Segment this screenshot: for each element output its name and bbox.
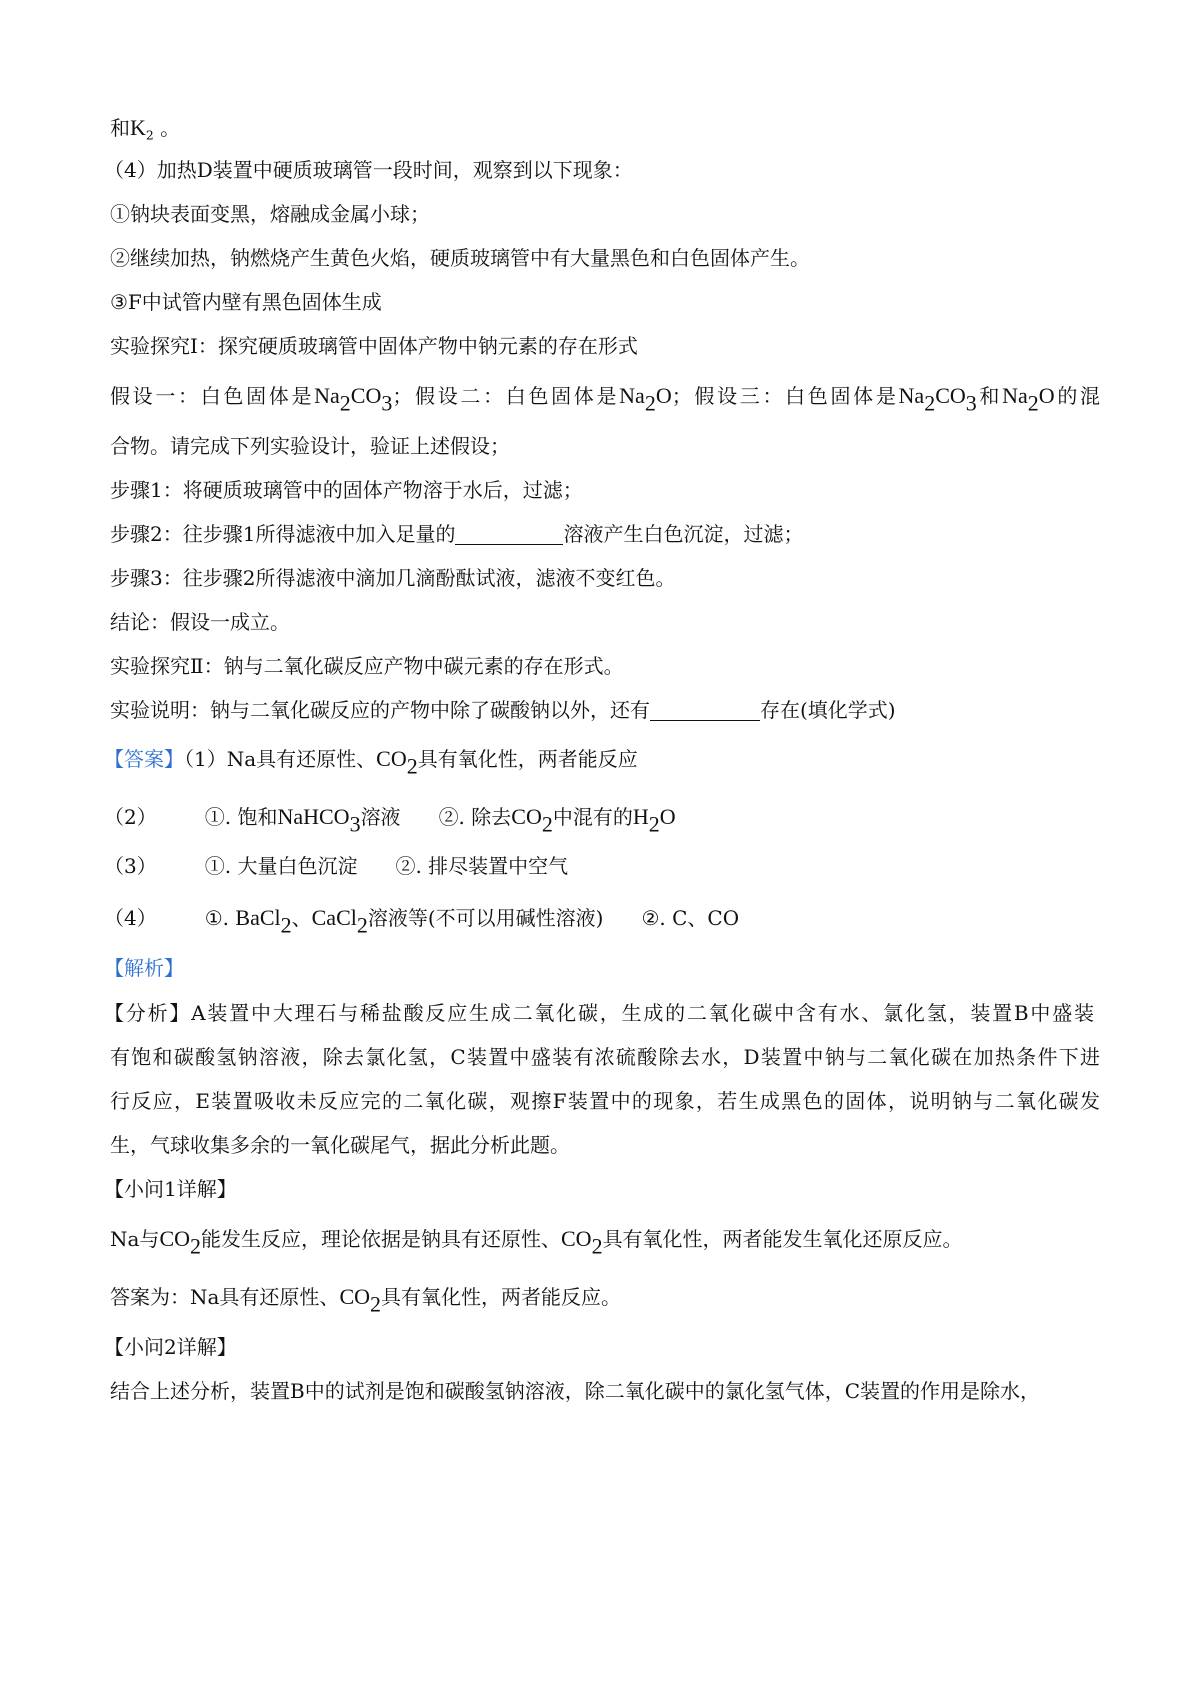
sub-question-1-answer: 答案为：Na具有还原性、$CO_2$具有氧化性，两者能反应。 <box>110 1284 621 1317</box>
step-4-heating: （4）加热D装置中硬质玻璃管一段时间，观察到以下现象： <box>104 158 633 182</box>
step-3: 步骤3：往步骤2所得滤液中滴加几滴酚酞试液，滤液不变红色。 <box>110 566 676 590</box>
observation-3: ③F中试管内壁有黑色固体生成 <box>110 290 382 314</box>
step-1: 步骤1：将硬质玻璃管中的固体产物溶于水后，过滤； <box>110 478 583 502</box>
analysis-para-line-4: 生，气球收集多余的一氧化碳尾气，据此分析此题。 <box>110 1133 570 1157</box>
observation-1: ①钠块表面变黑，熔融成金属小球； <box>110 202 430 226</box>
answer-line-2: （2） ①. 饱和NaHCO$_3$溶液 ②. 除去$CO_2$中混有的$H_2O$ <box>104 804 676 837</box>
hypotheses-continued: 合物。请完成下列实验设计，验证上述假设； <box>110 434 510 458</box>
answer-line-1: 【答案】（1）Na具有还原性、$CO_2$具有氧化性，两者能反应 <box>104 746 638 779</box>
line-k2: 和$K_2$ 。 <box>110 115 181 143</box>
analysis-para-line-1: 【分析】A装置中大理石与稀盐酸反应生成二氧化碳，生成的二氧化碳中含有水、氯化氢，装置B中盛装 <box>104 1001 1094 1025</box>
fill-blank-1 <box>455 524 563 545</box>
analysis-para-line-3: 行反应，E装置吸收未反应完的二氧化碳，观擦F装置中的现象，若生成黑色的固体，说明钠与二氧化碳发 <box>110 1089 1100 1113</box>
observation-2: ②继续加热，钠燃烧产生黄色火焰，硬质玻璃管中有大量黑色和白色固体产生。 <box>110 246 810 270</box>
step-2: 步骤2：往步骤1所得滤液中加入足量的 溶液产生白色沉淀，过滤； <box>110 522 804 546</box>
conclusion: 结论：假设一成立。 <box>110 610 290 634</box>
sub-question-2-title: 【小问2详解】 <box>104 1335 237 1359</box>
analysis-tag: 【解析】 <box>104 956 184 980</box>
answer-line-3: （3） ①. 大量白色沉淀 ②. 排尽装置中空气 <box>104 854 569 878</box>
sub-question-1-title: 【小问1详解】 <box>104 1177 237 1201</box>
answer-tag: 【答案】 <box>104 747 184 771</box>
analysis-para-line-2: 有饱和碳酸氢钠溶液，除去氯化氢，C装置中盛装有浓硫酸除去水，D装置中钠与二氧化碳在加热条件下进 <box>110 1045 1100 1069</box>
experiment-note: 实验说明：钠与二氧化碳反应的产物中除了碳酸钠以外，还有 存在(填化学式) <box>110 698 896 722</box>
answer-line-4: （4） ①. BaCl$_2$、CaCl$_2$溶液等(不可以用碱性溶液) ②. C、CO <box>104 905 740 938</box>
hypotheses-line: 假设一：白色固体是$Na_2CO_3$；假设二：白色固体是$Na_2O$；假设三：白色固体是$Na_2CO_3$和$Na_2O$的混 <box>110 383 1101 416</box>
sub-question-2-detail: 结合上述分析，装置B中的试剂是饱和碳酸氢钠溶液，除二氧化碳中的氯化氢气体，C装置的作用是除水， <box>110 1379 1040 1403</box>
exploration-1-title: 实验探究Ⅰ：探究硬质玻璃管中固体产物中钠元素的存在形式 <box>110 334 638 358</box>
exploration-2-title: 实验探究Ⅱ：钠与二氧化碳反应产物中碳元素的存在形式。 <box>110 654 624 678</box>
sub-question-1-detail: Na与$CO_2$能发生反应，理论依据是钠具有还原性、$CO_2$具有氧化性，两者能发生氧化还原反应。 <box>110 1226 963 1259</box>
fill-blank-2 <box>650 700 760 721</box>
